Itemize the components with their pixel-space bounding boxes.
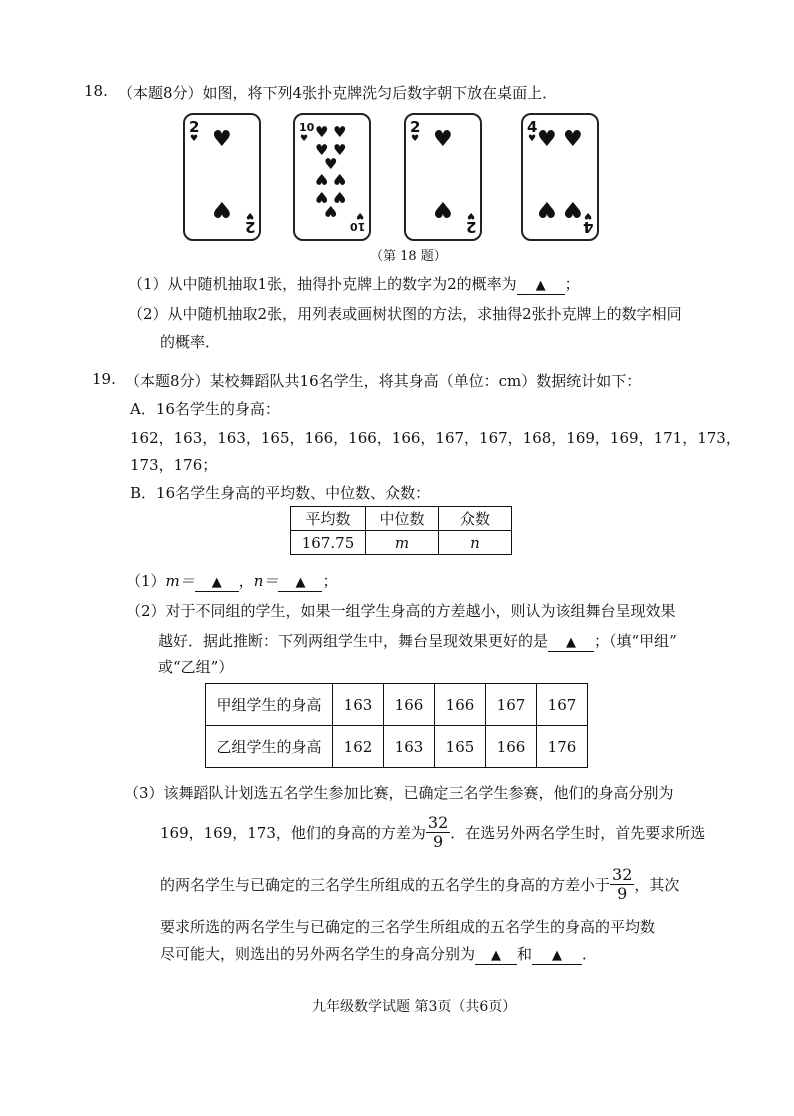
heart-icon: ♥: [528, 134, 537, 144]
playing-card: [183, 113, 261, 241]
card-rank-top: 4: [527, 118, 538, 136]
q19-part3-line3-text: 的两名学生与已确定的三名学生所组成的五名学生的身高的方差小于: [160, 875, 611, 894]
card-rank-top: 2: [410, 118, 421, 136]
height2-answer-blank: ▲: [532, 946, 582, 965]
group-yi-value: 162: [333, 726, 384, 768]
q19-stem: （本题8分）某校舞蹈队共16名学生，将其身高（单位：cm）数据统计如下：: [125, 372, 642, 390]
q19-part3-line3-end: ，其次: [634, 875, 680, 894]
q18-number: 18.: [84, 82, 108, 100]
q18-part2-line2: 的概率．: [160, 333, 221, 351]
table-row-group-jia: [206, 684, 588, 726]
q19-part3-line1: （3）该舞蹈队计划选五名学生参加比赛，已确定三名学生参赛，他们的身高分别为: [124, 784, 674, 802]
card-rank-top: 2: [189, 118, 200, 136]
m-answer-blank: ▲: [195, 573, 239, 592]
group-heights-table: [205, 683, 588, 768]
heart-icon: ♥: [433, 127, 453, 152]
q18-part1-text: （1）从中随机抽取1张，抽得扑克牌上的数字为2的概率为: [128, 275, 517, 293]
heart-icon: ♥: [324, 155, 338, 173]
heart-icon: ♥: [333, 188, 347, 206]
group-yi-value: 176: [537, 726, 588, 768]
fraction-denominator: 9: [617, 883, 628, 903]
q19-part3-line2-end: ．在选另外两名学生时，首先要求所选: [450, 823, 706, 842]
heart-icon: ♥: [333, 141, 347, 159]
stats-table: [290, 506, 512, 555]
heart-icon: ♥: [333, 123, 347, 141]
stats-mode-value: n: [439, 531, 512, 555]
q19-part3-line4: 要求所选的两名学生与已确定的三名学生所组成的五名学生的身高的平均数: [160, 918, 656, 936]
page-footer: 九年级数学试题 第3页（共6页）: [312, 999, 517, 1015]
heart-icon: ♥: [245, 210, 254, 220]
card-rank-bottom: 2: [465, 218, 476, 236]
q19-part3-line5: [160, 943, 597, 965]
stats-median-value: m: [366, 531, 439, 555]
card-rank-top: 10: [299, 121, 315, 134]
heart-icon: ♥: [537, 127, 557, 152]
q19-part1-label: （1）: [126, 572, 166, 590]
n-answer-blank: ▲: [278, 573, 322, 592]
heart-icon: ♥: [212, 196, 232, 221]
q18-figure-caption: （第 18 题）: [370, 249, 447, 264]
heart-icon: ♥: [315, 188, 329, 206]
q18-part1: [128, 273, 580, 295]
stats-header-mean: 平均数: [291, 507, 366, 531]
group-jia-value: 166: [384, 684, 435, 726]
q19-part3-line2-text: 169，169，173，他们的身高的方差为: [160, 823, 426, 842]
q19-part3-line5-and: 和: [517, 945, 533, 963]
heart-icon: ♥: [563, 196, 583, 221]
playing-card: [293, 113, 371, 241]
variance-fraction: [426, 814, 450, 851]
heart-icon: ♥: [411, 134, 420, 144]
q19-part2-line1: （2）对于不同组的学生，如果一组学生身高的方差越小，则认为该组舞台呈现效果: [126, 602, 676, 620]
heart-icon: ♥: [315, 141, 329, 159]
q18-stem: （本题8分）如图，将下列4张扑克牌洗匀后数字朝下放在桌面上．: [118, 84, 558, 102]
q19-section-a-label: A．16名学生的身高：: [130, 400, 280, 418]
group-jia-label: 甲组学生的身高: [206, 684, 333, 726]
heart-icon: ♥: [324, 202, 338, 220]
heart-icon: ♥: [563, 127, 583, 152]
q19-part2-line3: 或“乙组”）: [158, 658, 234, 676]
heart-icon: ♥: [212, 127, 232, 152]
group-yi-value: 165: [435, 726, 486, 768]
stats-header-mode: 众数: [439, 507, 512, 531]
q19-part1-m-label: m＝: [165, 572, 195, 590]
heart-icon: ♥: [333, 170, 347, 188]
q19-section-b-label: B．16名学生身高的平均数、中位数、众数：: [130, 484, 431, 502]
group-yi-value: 166: [486, 726, 537, 768]
q19-part3-line3: [160, 862, 679, 906]
group-jia-value: 167: [486, 684, 537, 726]
heart-icon: ♥: [190, 134, 199, 144]
heart-icon: ♥: [583, 210, 592, 220]
card-rank-bottom: 2: [244, 218, 255, 236]
stats-header-median: 中位数: [366, 507, 439, 531]
fraction-denominator: 9: [432, 831, 444, 851]
table-row-group-yi: [206, 726, 588, 768]
q18-part2-line1: （2）从中随机抽取2张，用列表或画树状图的方法，求抽得2张扑克牌上的数字相同: [128, 305, 682, 323]
group-jia-value: 163: [333, 684, 384, 726]
stats-mean-value: 167.75: [291, 531, 366, 555]
q18-part1-end: ；: [564, 275, 580, 293]
q18-part1-answer-blank: ▲: [517, 276, 565, 295]
heart-icon: ♥: [315, 123, 329, 141]
q19-part1-comma: ，: [238, 572, 254, 590]
q19-number: 19.: [92, 370, 116, 388]
heart-icon: ♥: [300, 134, 309, 144]
fraction-numerator: 32: [612, 864, 633, 884]
better-group-answer-blank: ▲: [548, 633, 594, 652]
group-jia-value: 167: [537, 684, 588, 726]
card-rank-bottom: 4: [582, 218, 593, 236]
heart-icon: ♥: [433, 196, 453, 221]
group-jia-value: 166: [435, 684, 486, 726]
q19-height-data-line2: 173，176；: [130, 456, 218, 474]
heart-icon: ♥: [466, 210, 475, 220]
playing-card: [521, 113, 599, 241]
q19-part1-end: ；: [322, 572, 338, 590]
heart-icon: ♥: [537, 196, 557, 221]
height1-answer-blank: ▲: [475, 946, 517, 965]
heart-icon: ♥: [315, 170, 329, 188]
card-rank-bottom: 10: [349, 220, 365, 233]
q19-part3-line2: [160, 810, 705, 854]
group-yi-value: 163: [384, 726, 435, 768]
playing-card: [404, 113, 482, 241]
group-yi-label: 乙组学生的身高: [206, 726, 333, 768]
q19-part2-line2-text: 越好．据此推断：下列两组学生中，舞台呈现效果更好的是: [158, 632, 549, 650]
q19-part1-n-label: n＝: [253, 572, 279, 590]
q19-part3-line5-text: 尽可能大，则选出的另外两名学生的身高分别为: [160, 945, 476, 963]
q19-part2-line2-hint: ；（填“甲组”: [594, 632, 677, 650]
q19-part2-line2: [158, 630, 677, 652]
q19-part1: [126, 570, 337, 592]
q19-part3-line5-end: ．: [582, 945, 598, 963]
variance-threshold-fraction: [610, 866, 634, 903]
fraction-numerator: 32: [427, 812, 449, 832]
heart-icon: ♥: [355, 210, 364, 220]
q19-height-data-line1: 162，163，163，165，166，166，166，167，167，168，169，169，171，173，: [130, 429, 741, 447]
